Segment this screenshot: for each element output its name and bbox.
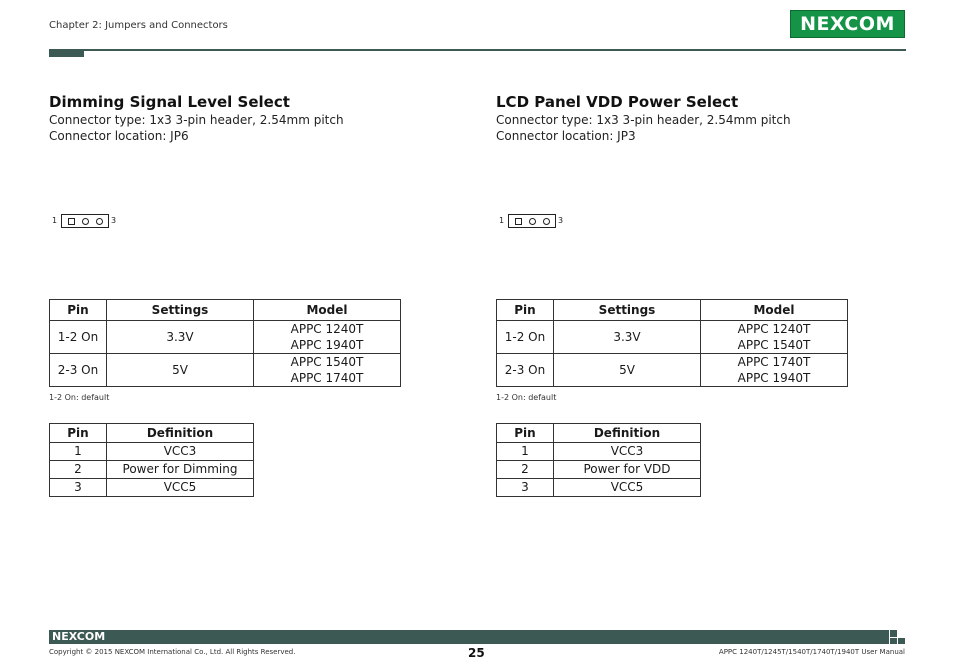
section-title: Dimming Signal Level Select bbox=[49, 93, 290, 111]
table-row bbox=[497, 354, 848, 387]
table-row bbox=[497, 479, 701, 497]
nexcom-logo bbox=[790, 10, 905, 38]
table-row bbox=[50, 321, 401, 354]
table-header-row bbox=[50, 424, 254, 443]
header-cell: Definition bbox=[554, 424, 701, 443]
footer-square-icon bbox=[898, 638, 905, 644]
settings-table bbox=[496, 299, 848, 387]
pin-cell: 1-2 On bbox=[50, 321, 107, 354]
header-cell: Model bbox=[254, 300, 401, 321]
copyright-text: Copyright © 2015 NEXCOM International Co., Ltd. All Rights Reserved. bbox=[49, 648, 296, 656]
manual-title: APPC 1240T/1245T/1540T/1740T/1940T User Manual bbox=[718, 648, 905, 656]
footer-square-icon bbox=[890, 630, 897, 637]
footer-square-icon bbox=[890, 638, 897, 644]
table-header-row bbox=[497, 300, 848, 321]
definition-cell: Power for VDD bbox=[554, 461, 701, 479]
setting-cell: 5V bbox=[107, 354, 254, 387]
model-cell bbox=[701, 354, 848, 387]
jumper-body bbox=[508, 214, 556, 228]
chapter-title: Chapter 2: Jumpers and Connectors bbox=[49, 20, 228, 31]
default-note: 1-2 On: default bbox=[496, 393, 557, 402]
table-row bbox=[497, 443, 701, 461]
definition-cell: VCC3 bbox=[554, 443, 701, 461]
jumper-pin-1-label: 1 bbox=[52, 216, 58, 225]
model-name: APPC 1740T bbox=[290, 371, 364, 385]
definition-table bbox=[49, 423, 254, 497]
table-row bbox=[50, 443, 254, 461]
header-cell: Pin bbox=[50, 300, 107, 321]
pin-cell: 3 bbox=[50, 479, 107, 497]
header-cell: Definition bbox=[107, 424, 254, 443]
setting-cell: 3.3V bbox=[554, 321, 701, 354]
connector-type: Connector type: 1x3 3-pin header, 2.54mm pitch bbox=[49, 113, 344, 127]
model-cell bbox=[254, 321, 401, 354]
page-number: 25 bbox=[468, 646, 485, 660]
header-cell: Pin bbox=[50, 424, 107, 443]
header-cell: Pin bbox=[497, 424, 554, 443]
table-row bbox=[50, 461, 254, 479]
round-pin-icon bbox=[543, 218, 550, 225]
pin-cell: 3 bbox=[497, 479, 554, 497]
square-pin-icon bbox=[515, 218, 522, 225]
jumper-pin-1-label: 1 bbox=[499, 216, 505, 225]
footer-bar bbox=[49, 630, 889, 644]
table-row bbox=[497, 321, 848, 354]
round-pin-icon bbox=[82, 218, 89, 225]
model-cell bbox=[254, 354, 401, 387]
model-name: APPC 1540T bbox=[737, 338, 811, 352]
header-divider bbox=[49, 49, 906, 51]
setting-cell: 3.3V bbox=[107, 321, 254, 354]
connector-type: Connector type: 1x3 3-pin header, 2.54mm pitch bbox=[496, 113, 791, 127]
round-pin-icon bbox=[529, 218, 536, 225]
table-row bbox=[50, 354, 401, 387]
table-row bbox=[50, 479, 254, 497]
jumper-pin-3-label: 3 bbox=[558, 216, 564, 225]
header-cell: Settings bbox=[554, 300, 701, 321]
jumper-pin-3-label: 3 bbox=[111, 216, 117, 225]
default-note: 1-2 On: default bbox=[49, 393, 110, 402]
section-title: LCD Panel VDD Power Select bbox=[496, 93, 739, 111]
definition-cell: Power for Dimming bbox=[107, 461, 254, 479]
connector-location: Connector location: JP3 bbox=[496, 129, 636, 143]
pin-cell: 2 bbox=[497, 461, 554, 479]
settings-table bbox=[49, 299, 401, 387]
jumper-body bbox=[61, 214, 109, 228]
pin-cell: 1-2 On bbox=[497, 321, 554, 354]
header-cell: Pin bbox=[497, 300, 554, 321]
definition-cell: VCC3 bbox=[107, 443, 254, 461]
square-pin-icon bbox=[68, 218, 75, 225]
table-header-row bbox=[497, 424, 701, 443]
model-name: APPC 1240T bbox=[737, 322, 811, 336]
header-accent-block bbox=[49, 49, 84, 57]
logo-text: NEXCOM bbox=[800, 13, 895, 35]
pin-cell: 2-3 On bbox=[50, 354, 107, 387]
header-cell: Model bbox=[701, 300, 848, 321]
round-pin-icon bbox=[96, 218, 103, 225]
header-cell: Settings bbox=[107, 300, 254, 321]
definition-table bbox=[496, 423, 701, 497]
dimming-section bbox=[49, 92, 469, 144]
table-row bbox=[497, 461, 701, 479]
model-name: APPC 1940T bbox=[737, 371, 811, 385]
footer-logo: NEXCOM bbox=[52, 630, 106, 643]
lcd-vdd-section bbox=[496, 92, 916, 144]
setting-cell: 5V bbox=[554, 354, 701, 387]
model-name: APPC 1240T bbox=[290, 322, 364, 336]
pin-cell: 2-3 On bbox=[497, 354, 554, 387]
table-header-row bbox=[50, 300, 401, 321]
pin-cell: 1 bbox=[497, 443, 554, 461]
pin-cell: 1 bbox=[50, 443, 107, 461]
model-name: APPC 1540T bbox=[290, 355, 364, 369]
model-name: APPC 1740T bbox=[737, 355, 811, 369]
connector-location: Connector location: JP6 bbox=[49, 129, 189, 143]
definition-cell: VCC5 bbox=[107, 479, 254, 497]
model-name: APPC 1940T bbox=[290, 338, 364, 352]
definition-cell: VCC5 bbox=[554, 479, 701, 497]
model-cell bbox=[701, 321, 848, 354]
pin-cell: 2 bbox=[50, 461, 107, 479]
